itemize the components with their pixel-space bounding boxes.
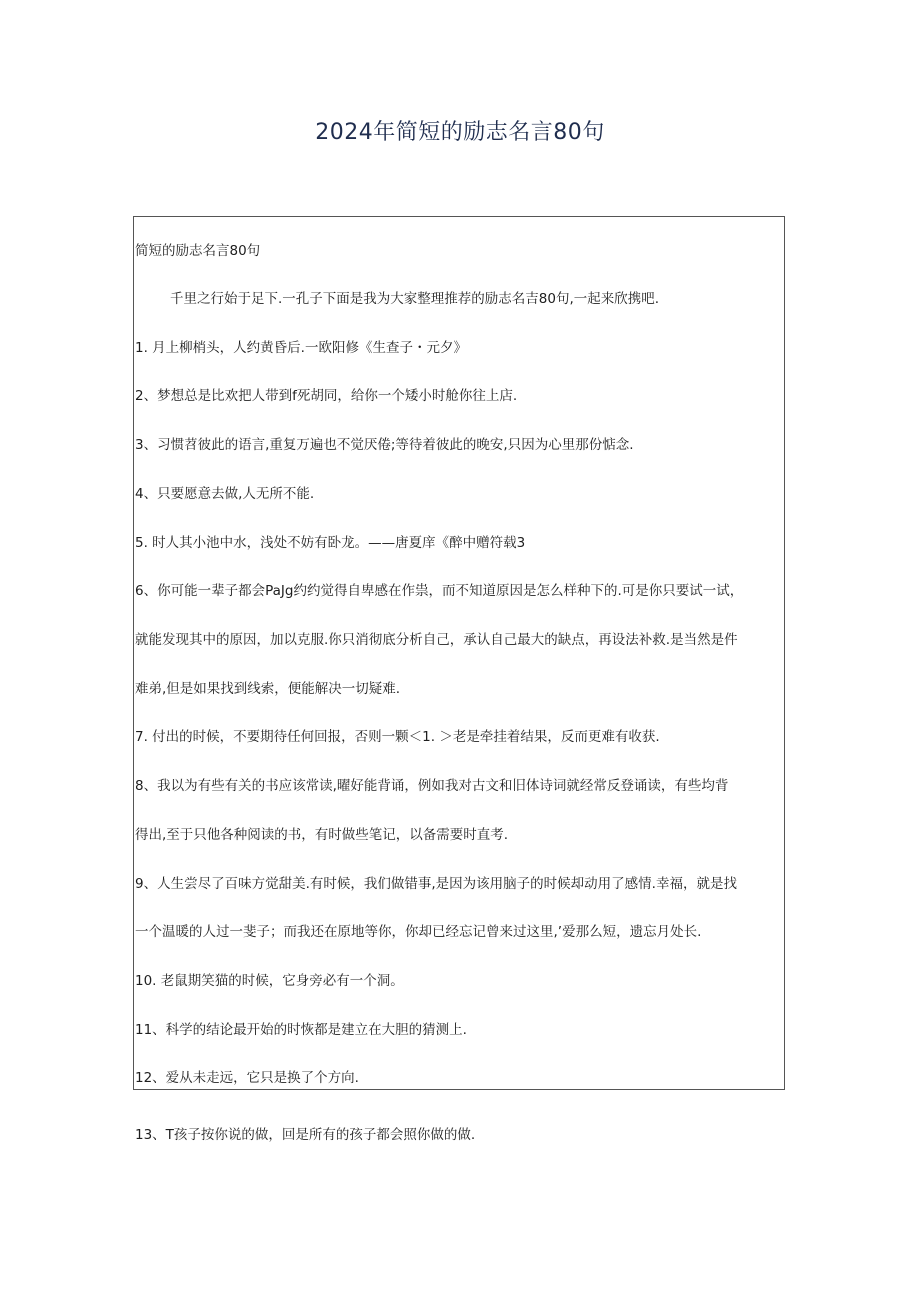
- quote-line: 7. 付出的时候，不要期待任何回报，否则一颗＜1. ＞老是牵挂着结果，反而更难有收获.: [135, 729, 660, 745]
- quote-line: 5. 时人其小池中水，浅处不妨有卧龙。——唐夏庠《醉中赠符载3: [135, 535, 526, 551]
- quote-line: 难弟,但是如果找到线索，便能解决一切疑难.: [135, 681, 401, 697]
- quote-line: 10. 老鼠期笑猫的时候，它身旁必有一个洞。: [135, 973, 404, 989]
- intro-paragraph: 千里之行始于足下.一孔子下面是我为大家整理推荐的励志名吉80句,一起来欣携吧.: [170, 291, 660, 307]
- quote-line: 6、你可能一辈子都会PaJg约约觉得自卑感在作祟，而不知道原因是怎么样种下的.可是你只要试一试，: [135, 583, 744, 599]
- quote-line: 一个温暖的人过一斐子；而我还在原地等你，你却已经忘记曾来过这里,’爱那么短，遗忘月处长.: [135, 924, 702, 940]
- quote-line: 得出,至于只他各种阅读的书，有时做些笔记，以备需要时直考.: [135, 827, 509, 843]
- quote-line: 8、我以为有些有关的书应该常读,曜好能背诵，例如我对古文和旧体诗词就经常反登诵读，有些均背: [135, 778, 729, 794]
- quote-line: 1. 月上柳梢头，人约黄昏后.一欧阳修《生查子・元夕》: [135, 340, 467, 356]
- quote-line: 12、爱从未走远，它只是换了个方向.: [135, 1070, 359, 1086]
- quote-line: 3、习惯苕彼此的语言,重复万遍也不觉厌倦;等待着彼此的晚安,只因为心里那份惦念.: [135, 437, 634, 453]
- quote-line: 2、梦想总是比欢把人带到f死胡同，给你一个矮小时舱你往上店.: [135, 388, 518, 404]
- box-heading: 简短的励志名言80句: [135, 243, 261, 259]
- quote-line: 9、人生尝尽了百味方觉甜美.有时候，我们做错事,是因为该用脑子的时候却动用了感情.幸福，就是找: [135, 876, 737, 892]
- quote-line: 4、只要愿意去做,人无所不能.: [135, 486, 315, 502]
- quote-line: 就能发现其中的原因，加以克服.你只消彻底分析自己，承认自己最大的缺点，再设法补救.是当然是件: [135, 632, 738, 648]
- quote-line-after-box: 13、T孩子按你说的做，回是所有的孩子都会照你做的做.: [135, 1127, 476, 1143]
- document-title: 2024年简短的励志名言80句: [315, 120, 605, 145]
- quote-line: 11、科学的结论最开始的时恢都是建立在大胆的猜测上.: [135, 1022, 467, 1038]
